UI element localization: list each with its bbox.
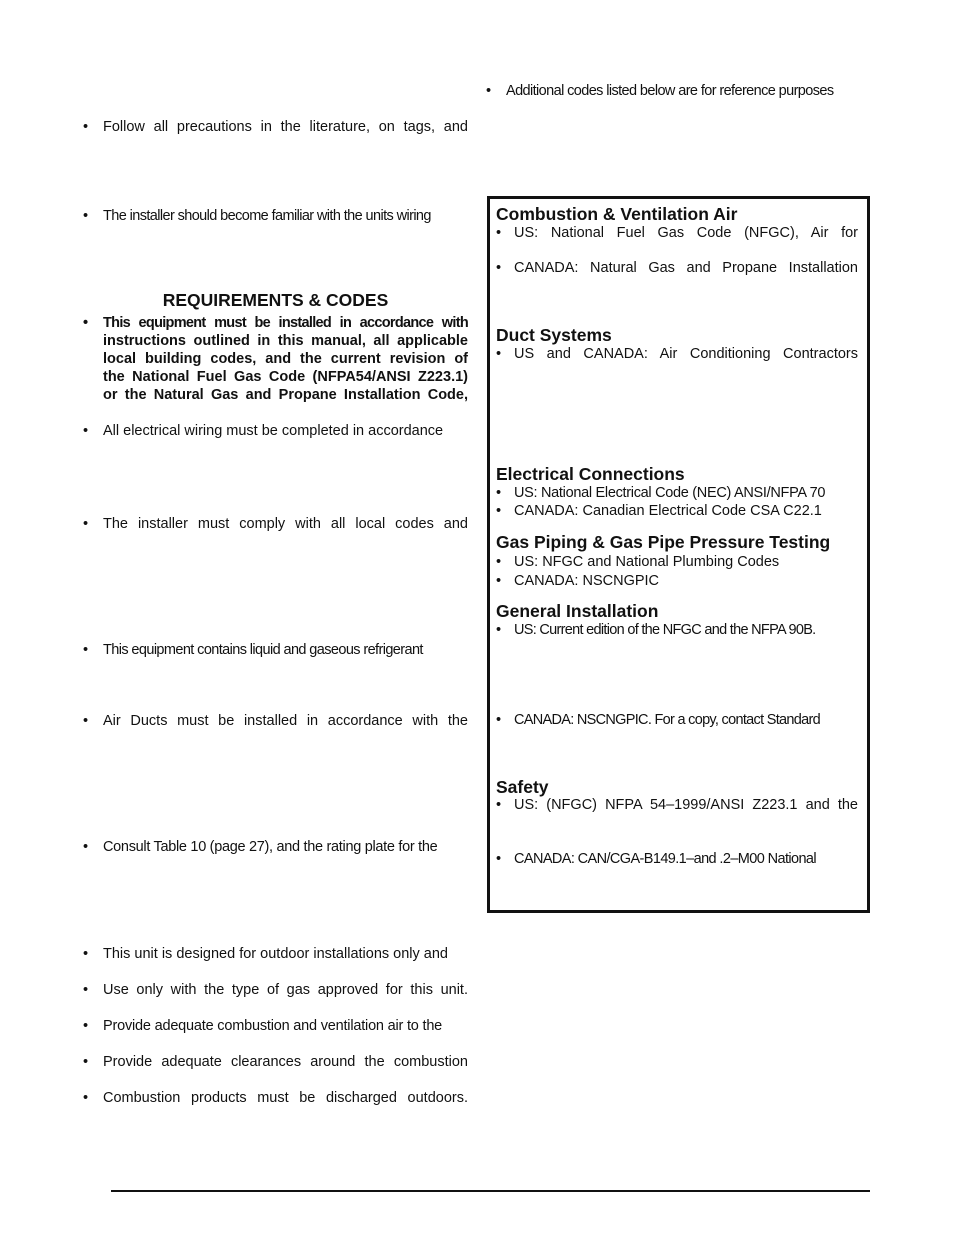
section-title-duct: Duct Systems <box>496 325 612 345</box>
footer-rule <box>111 1190 870 1192</box>
section-title-combustion: Combustion & Ventilation Air <box>496 204 738 224</box>
bullet-icon: • <box>83 713 89 729</box>
bullet-icon: • <box>496 503 502 519</box>
bullet-icon: • <box>486 83 491 99</box>
bullet-icon: • <box>496 797 502 813</box>
bullet-icon: • <box>496 260 502 276</box>
section-title-safety: Safety <box>496 777 549 797</box>
bullet-icon: • <box>496 554 502 570</box>
section-title-gas-piping: Gas Piping & Gas Pipe Pressure Testing <box>496 532 831 552</box>
bullet-icon: • <box>83 516 89 532</box>
bullet-icon: • <box>83 1054 89 1070</box>
bullet-icon: • <box>83 208 88 224</box>
bullet-icon: • <box>496 712 502 728</box>
section-title-general: General Installation <box>496 601 659 621</box>
bullet-icon: • <box>83 982 89 998</box>
bullet-icon: • <box>83 642 88 658</box>
bullet-icon: • <box>83 946 89 962</box>
bullet-icon: • <box>83 1090 89 1106</box>
bullet-icon: • <box>83 423 89 439</box>
bullet-icon: • <box>83 119 89 135</box>
bullet-icon: • <box>83 839 89 855</box>
section-heading-requirements: REQUIREMENTS & CODES <box>162 290 389 310</box>
bullet-icon: • <box>496 851 502 867</box>
bullet-icon: • <box>496 225 502 241</box>
bullet-icon: • <box>83 1018 89 1034</box>
section-title-electrical: Electrical Connections <box>496 464 685 484</box>
bullet-icon: • <box>496 485 502 501</box>
requirements-statement: This equipment must be installed in accordance with instructions outlined in this manual, all applicable local building codes, and the current revision of the National Fuel Gas Code (NFPA54/ANSI Z223.1) or the Natural Gas and Propane Installation Code, <box>103 315 468 403</box>
bullet-icon: • <box>496 573 502 589</box>
bullet-icon: • <box>496 622 502 638</box>
bullet-icon: • <box>496 346 502 362</box>
